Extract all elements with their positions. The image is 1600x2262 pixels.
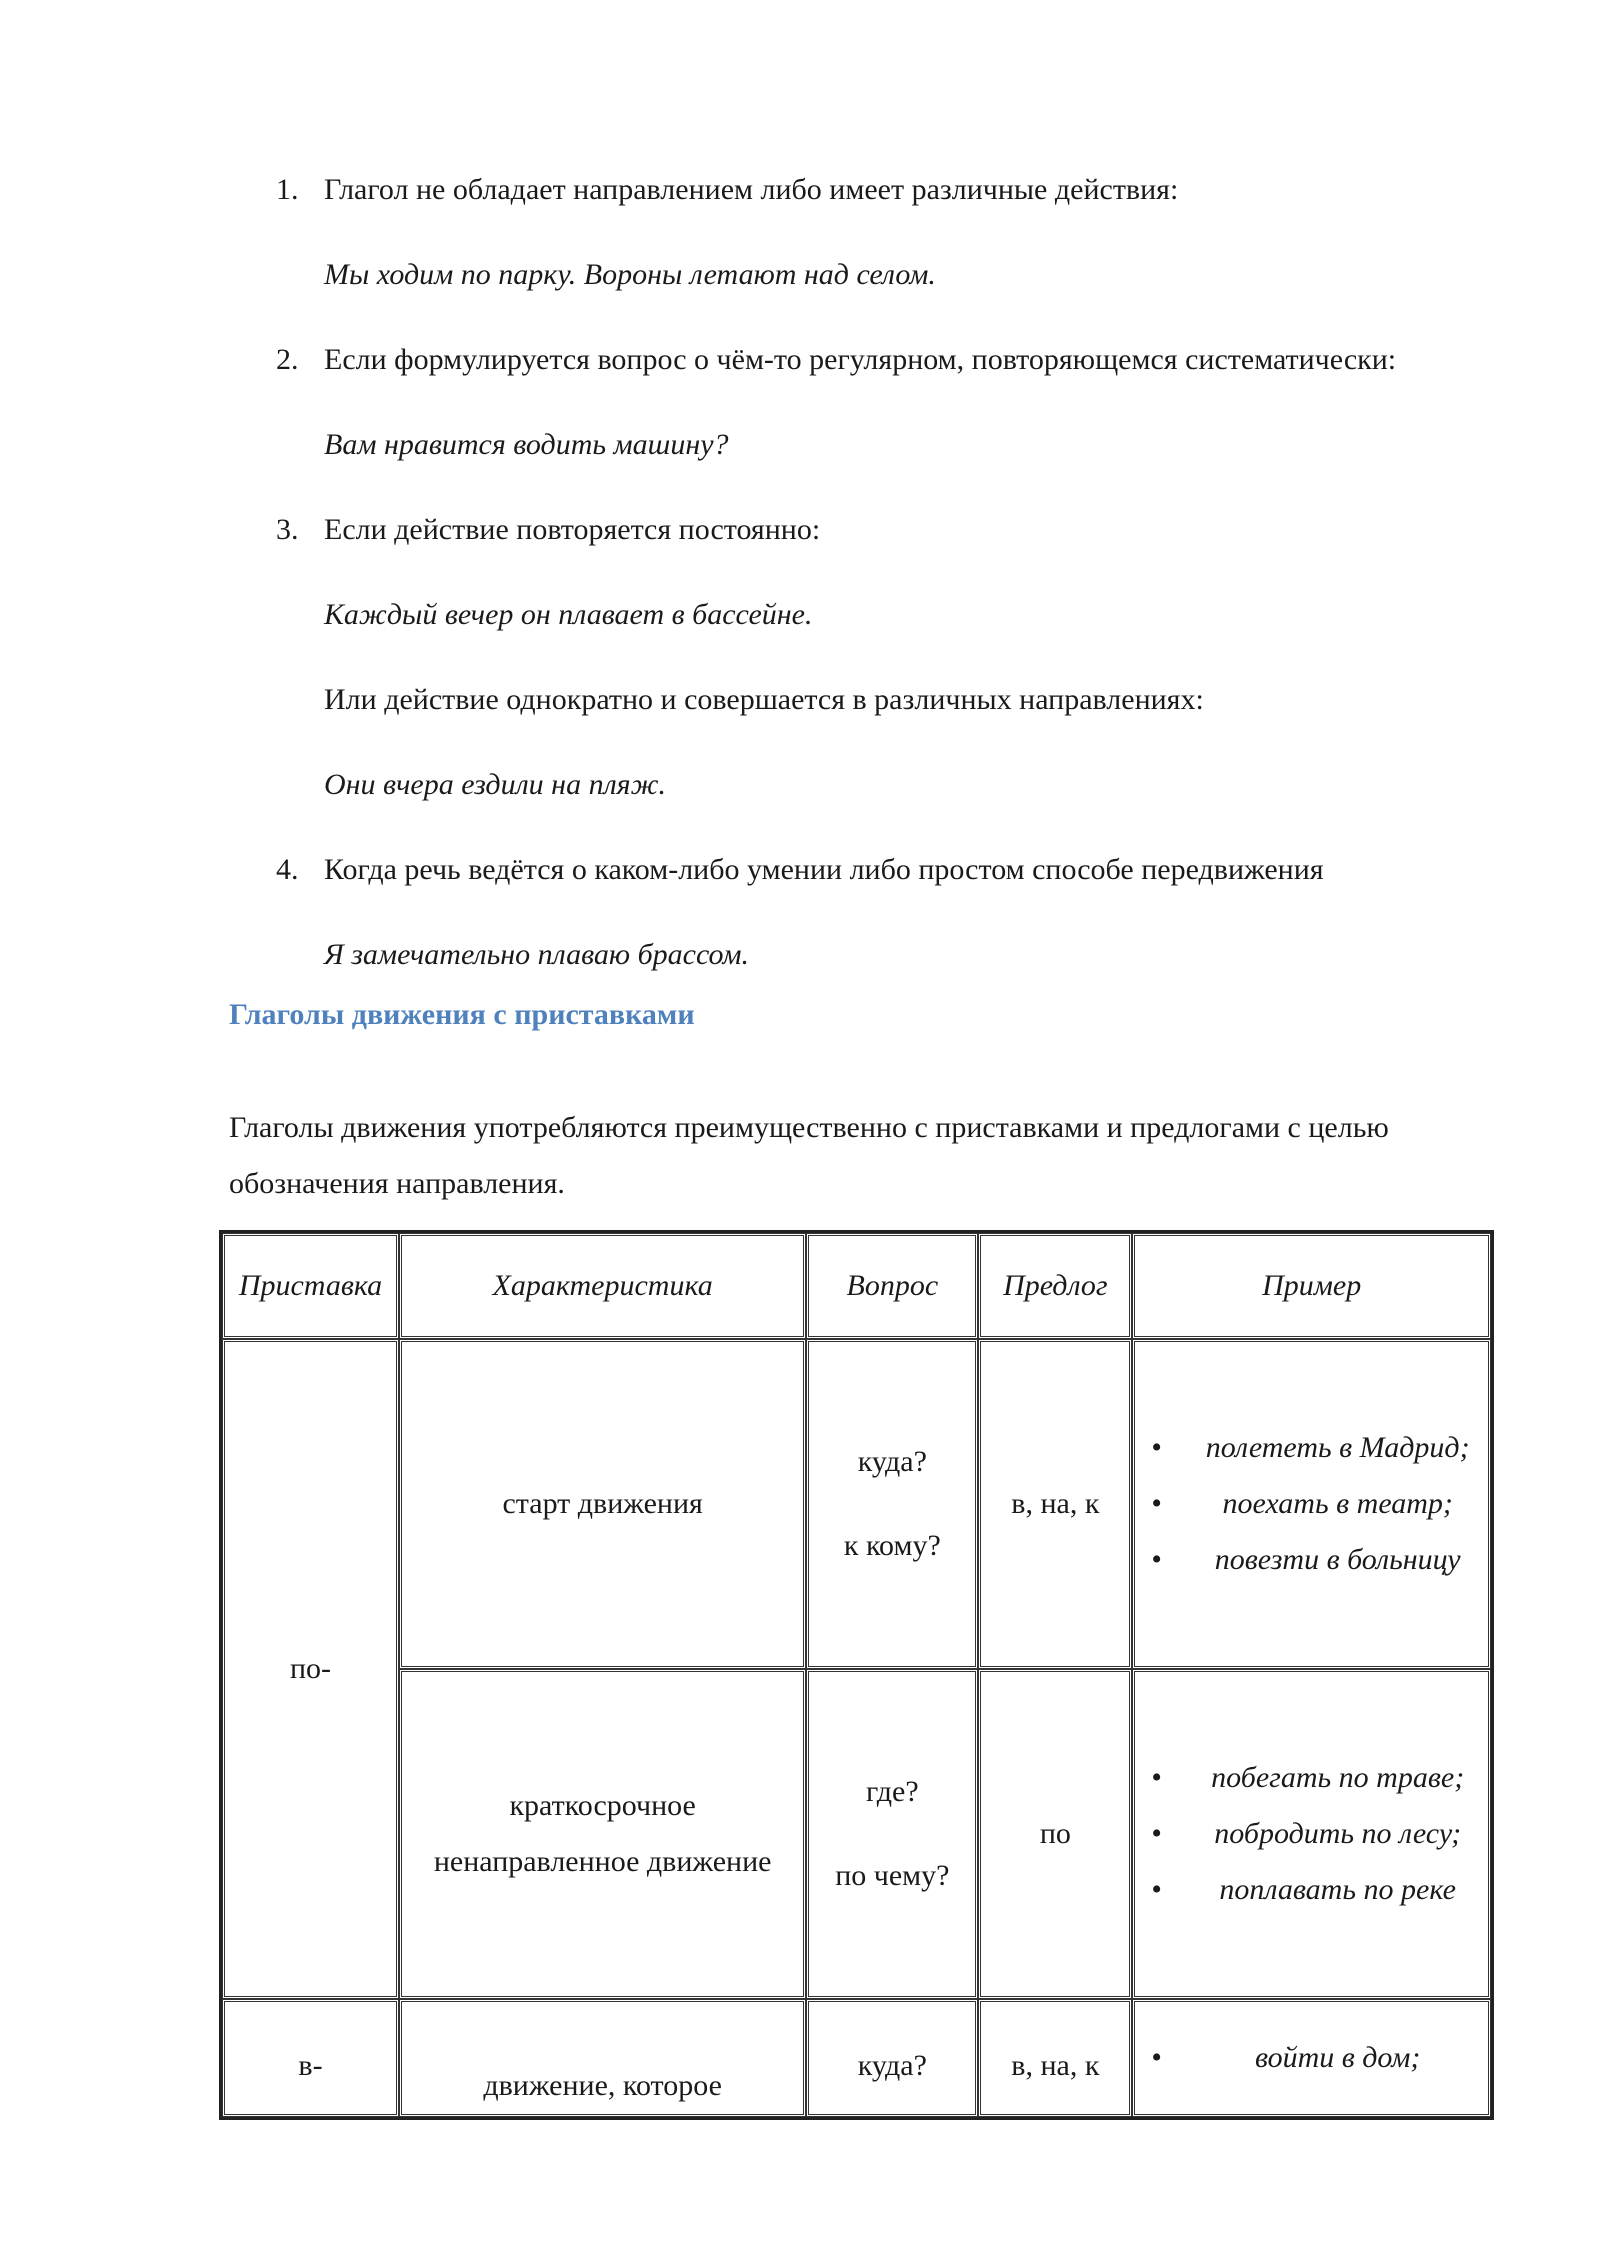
list-item — [276, 330, 1516, 475]
list-item: • побегать по траве; — [1193, 1750, 1482, 1806]
question-text: где? — [865, 1775, 919, 1808]
preposition-cell: по — [978, 1669, 1132, 1999]
bullet-icon: • — [1151, 1817, 1162, 1850]
characteristic-cell: краткосрочное ненаправленное движение — [399, 1669, 806, 1999]
example-sentence: Мы ходим по парку. Вороны летают над селом. — [324, 258, 936, 291]
table-row — [222, 1669, 1491, 1999]
characteristic-cell: старт движения — [399, 1339, 806, 1669]
list-number: 4. — [276, 853, 299, 886]
preposition-cell: в, на, к — [978, 1339, 1132, 1669]
header-prefix: Приставка — [222, 1233, 399, 1339]
bullet-icon: • — [1151, 2041, 1162, 2074]
list-item-text: Если формулируется вопрос о чём-то регулярном, повторяющемся систематически: — [324, 343, 1397, 376]
bullet-icon: • — [1151, 1873, 1162, 1906]
list-number: 1. — [276, 173, 299, 206]
example-sentence: Они вчера ездили на пляж. — [324, 768, 666, 801]
example-cell — [1132, 1339, 1491, 1669]
bullet-icon: • — [1151, 1487, 1162, 1520]
list-item: • войти в дом; — [1193, 2030, 1482, 2086]
list-item: • побродить по лесу; — [1193, 1806, 1482, 1862]
section-heading: Глаголы движения с приставками — [229, 998, 695, 1031]
header-preposition: Предлог — [978, 1233, 1132, 1339]
table-row — [222, 1339, 1491, 1669]
question-cell: куда? — [806, 1999, 978, 2117]
question-text: куда? — [857, 1445, 927, 1478]
characteristic-cell: движение, которое — [399, 1999, 806, 2117]
example-sentence: Каждый вечер он плавает в бассейне. — [324, 598, 813, 631]
list-item — [276, 500, 1516, 815]
list-number: 2. — [276, 343, 299, 376]
prefix-cell: в- — [222, 1999, 399, 2117]
example-sentence: Вам нравится водить машину? — [324, 428, 729, 461]
list-item: • повезти в больницу — [1193, 1532, 1482, 1588]
example-cell — [1132, 1999, 1491, 2117]
bullet-icon: • — [1151, 1761, 1162, 1794]
question-cell — [806, 1339, 978, 1669]
list-item: • поплавать по реке — [1193, 1862, 1482, 1918]
list-item: • поехать в театр; — [1193, 1476, 1482, 1532]
example-cell — [1132, 1669, 1491, 1999]
list-item — [276, 840, 1516, 985]
list-item-text: Глагол не обладает направлением либо имеет различные действия: — [324, 173, 1179, 206]
table-header-row — [222, 1233, 1491, 1339]
intro-paragraph: Глаголы движения употребляются преимущественно с приставками и предлогами с целью обозначения направления. — [229, 1111, 1389, 1200]
list-item-text: Когда речь ведётся о каком-либо умении либо простом способе передвижения — [324, 853, 1324, 886]
prefix-cell: по- — [222, 1339, 399, 1999]
list-number: 3. — [276, 513, 299, 546]
numbered-list — [276, 160, 1516, 1010]
table-row — [222, 1999, 1491, 2117]
question-text: по чему? — [835, 1859, 950, 1892]
example-list — [1141, 2030, 1482, 2086]
list-item: • полететь в Мадрид; — [1193, 1420, 1482, 1476]
question-text: к кому? — [843, 1529, 941, 1562]
question-cell — [806, 1669, 978, 1999]
list-item-extra-text: Или действие однократно и совершается в различных направлениях: — [324, 683, 1204, 716]
preposition-cell: в, на, к — [978, 1999, 1132, 2117]
prefix-table — [219, 1230, 1494, 2120]
example-list — [1141, 1750, 1482, 1918]
example-list — [1141, 1420, 1482, 1588]
header-characteristic: Характеристика — [399, 1233, 806, 1339]
bullet-icon: • — [1151, 1543, 1162, 1576]
header-question: Вопрос — [806, 1233, 978, 1339]
list-item — [276, 160, 1516, 305]
example-sentence: Я замечательно плаваю брассом. — [324, 938, 750, 971]
header-example: Пример — [1132, 1233, 1491, 1339]
bullet-icon: • — [1151, 1431, 1162, 1464]
list-item-text: Если действие повторяется постоянно: — [324, 513, 821, 546]
